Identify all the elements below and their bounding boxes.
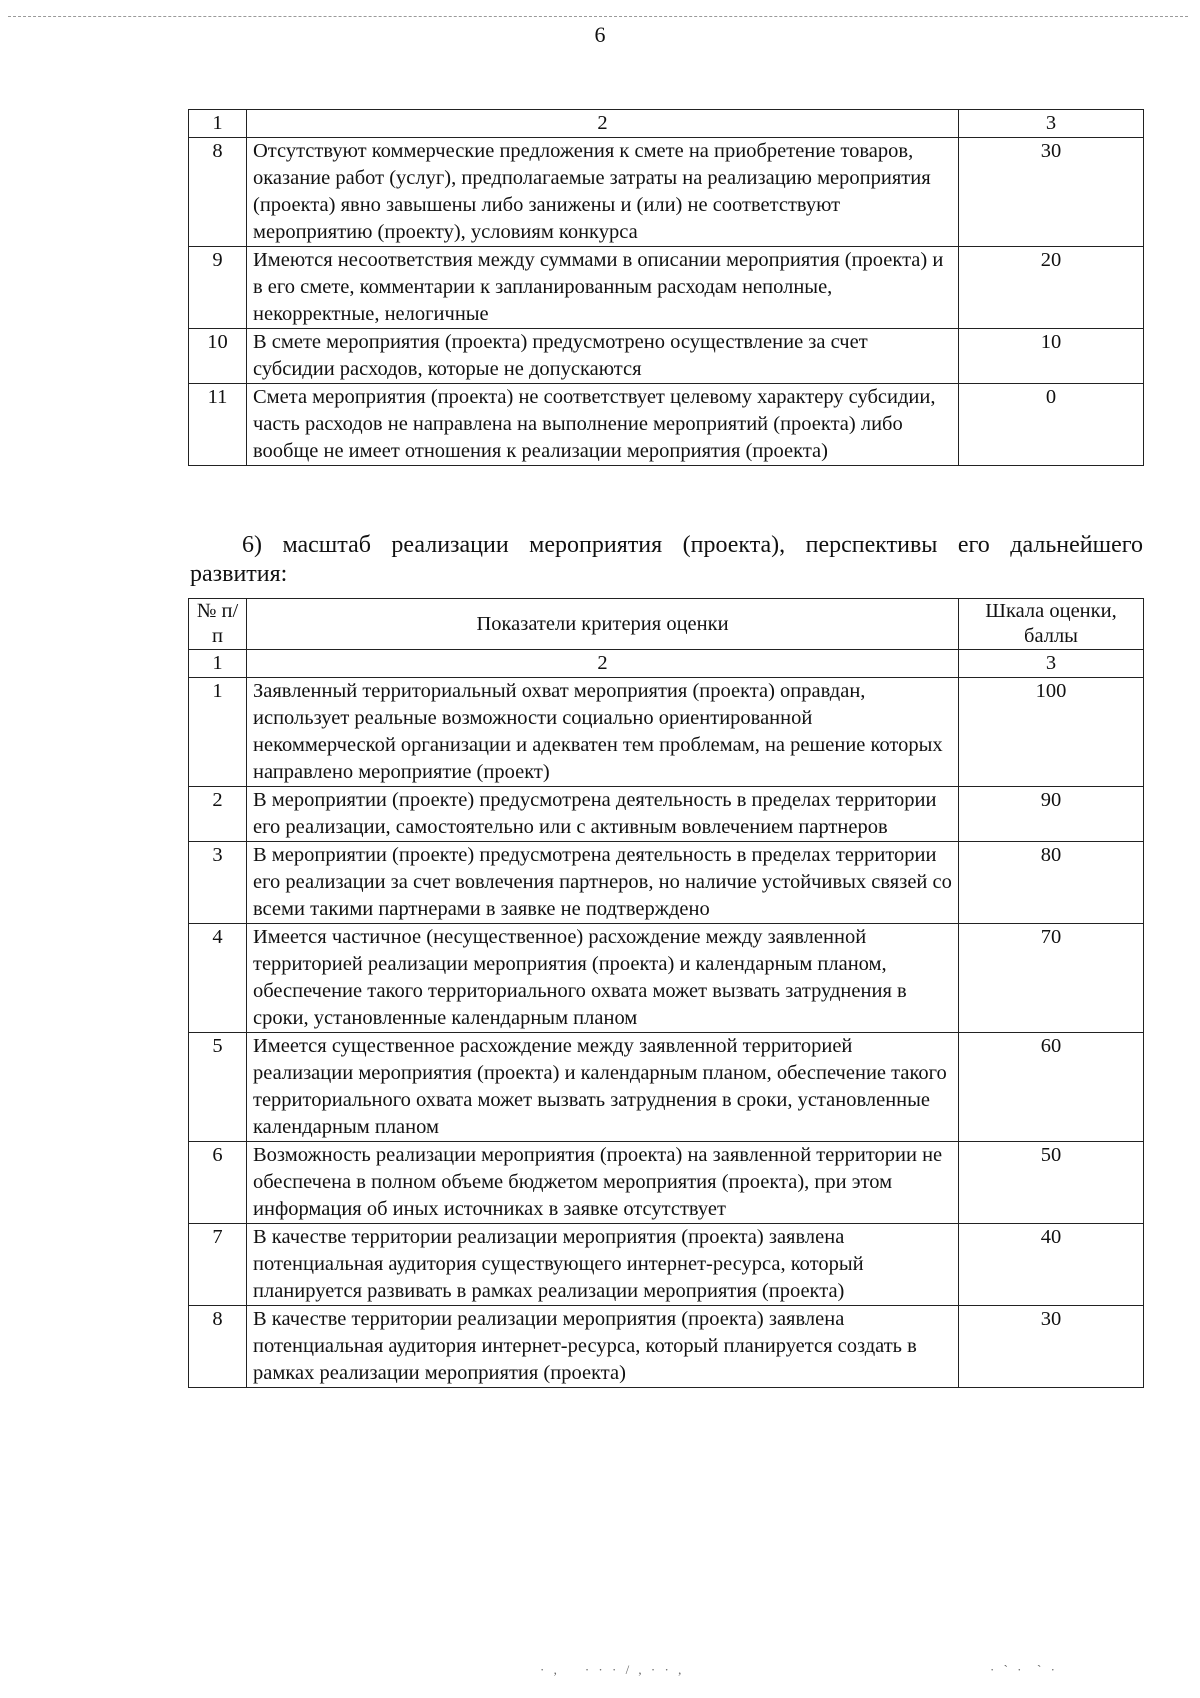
criterion-text-cell: Отсутствуют коммерческие предложения к смете на приобретение товаров, оказание работ (услуг), предполагаемые затраты на реализацию мероприятия (проекта) явно завышены либо занижены и (или) не соответствуют мероприятию (проекту), условиям конкурса bbox=[247, 138, 959, 247]
row-number-cell: 4 bbox=[189, 924, 247, 1033]
table-row bbox=[189, 384, 1144, 466]
criterion-text-cell: Заявленный территориальный охват мероприятия (проекта) оправдан, использует реальные возможности социально ориентированной некоммерческой организации и адекватен тем проблемам, на решение которых направлено мероприятие (проект) bbox=[247, 678, 959, 787]
score-cell: 50 bbox=[959, 1142, 1144, 1224]
row-number-cell: 9 bbox=[189, 247, 247, 329]
row-number-cell: 7 bbox=[189, 1224, 247, 1306]
score-cell: 30 bbox=[959, 1306, 1144, 1388]
table-row bbox=[189, 247, 1144, 329]
score-cell: 90 bbox=[959, 787, 1144, 842]
criterion-text-cell: Имеется частичное (несущественное) расхождение между заявленной территорией реализации мероприятия (проекта) и календарным планом, обеспечение такого территориального охвата может вызвать затруднения в сроки, установленные календарным планом bbox=[247, 924, 959, 1033]
table-row bbox=[189, 138, 1144, 247]
criterion-text-cell: В мероприятии (проекте) предусмотрена деятельность в пределах территории его реализации, самостоятельно или с активным вовлечением партнеров bbox=[247, 787, 959, 842]
scan-artifact-marks: · , · · · / , · · , bbox=[540, 1662, 685, 1677]
row-number-cell: 6 bbox=[189, 1142, 247, 1224]
criterion-text-cell: В качестве территории реализации мероприятия (проекта) заявлена потенциальная аудитория интернет-ресурса, который планируется создать в рамках реализации мероприятия (проекта) bbox=[247, 1306, 959, 1388]
score-cell: 70 bbox=[959, 924, 1144, 1033]
score-cell: 40 bbox=[959, 1224, 1144, 1306]
score-cell: 60 bbox=[959, 1033, 1144, 1142]
table-row bbox=[189, 1033, 1144, 1142]
score-cell: 80 bbox=[959, 842, 1144, 924]
table-row bbox=[189, 1224, 1144, 1306]
expense-criteria-table bbox=[188, 109, 1144, 466]
row-number-cell: 2 bbox=[189, 787, 247, 842]
criterion-text-cell: В смете мероприятия (проекта) предусмотрено осуществление за счет субсидии расходов, которые не допускаются bbox=[247, 329, 959, 384]
scan-artifact-marks: · ` · ` · bbox=[990, 1662, 1058, 1677]
section-heading: 6) масштаб реализации мероприятия (проекта), перспективы его дальнейшего развития: bbox=[190, 532, 1143, 587]
column-number-cell: 1 bbox=[189, 110, 247, 138]
criterion-text-cell: В качестве территории реализации мероприятия (проекта) заявлена потенциальная аудитория существующего интернет-ресурса, который планируется развивать в рамках реализации мероприятия (проекта) bbox=[247, 1224, 959, 1306]
criterion-text-cell: В мероприятии (проекте) предусмотрена деятельность в пределах территории его реализации за счет вовлечения партнеров, но наличие устойчивых связей со всеми такими партнерами в заявке не подтверждено bbox=[247, 842, 959, 924]
row-number-cell: 5 bbox=[189, 1033, 247, 1142]
table-row bbox=[189, 329, 1144, 384]
column-number-cell: 3 bbox=[959, 110, 1144, 138]
header-row bbox=[189, 599, 1144, 650]
column-number-row bbox=[189, 650, 1144, 678]
header-number-cell: № п/п bbox=[189, 599, 247, 650]
table-row bbox=[189, 1306, 1144, 1388]
row-number-cell: 11 bbox=[189, 384, 247, 466]
criterion-text-cell: Смета мероприятия (проекта) не соответствует целевому характеру субсидии, часть расходов не направлена на выполнение мероприятий (проекта) либо вообще не имеет отношения к реализации мероприятия (проекта) bbox=[247, 384, 959, 466]
table-row bbox=[189, 1142, 1144, 1224]
score-cell: 30 bbox=[959, 138, 1144, 247]
table-row bbox=[189, 924, 1144, 1033]
column-number-cell: 2 bbox=[247, 650, 959, 678]
column-number-cell: 3 bbox=[959, 650, 1144, 678]
column-number-row bbox=[189, 110, 1144, 138]
scan-edge-line bbox=[8, 16, 1188, 17]
criterion-text-cell: Имеются несоответствия между суммами в описании мероприятия (проекта) и в его смете, комментарии к запланированным расходам неполные, некорректные, нелогичные bbox=[247, 247, 959, 329]
row-number-cell: 3 bbox=[189, 842, 247, 924]
table-row bbox=[189, 842, 1144, 924]
criterion-text-cell: Имеется существенное расхождение между заявленной территорией реализации мероприятия (проекта) и календарным планом, обеспечение такого территориального охвата может вызвать затруднения в сроки, установленные календарным планом bbox=[247, 1033, 959, 1142]
criterion-text-cell: Возможность реализации мероприятия (проекта) на заявленной территории не обеспечена в полном объеме бюджетом мероприятия (проекта), при этом информация об иных источниках в заявке отсутствует bbox=[247, 1142, 959, 1224]
score-cell: 20 bbox=[959, 247, 1144, 329]
page-number: 6 bbox=[594, 22, 606, 47]
column-number-cell: 1 bbox=[189, 650, 247, 678]
header-criteria-cell: Показатели критерия оценки bbox=[247, 599, 959, 650]
row-number-cell: 8 bbox=[189, 1306, 247, 1388]
row-number-cell: 10 bbox=[189, 329, 247, 384]
row-number-cell: 8 bbox=[189, 138, 247, 247]
header-score-cell: Шкала оценки, баллы bbox=[959, 599, 1144, 650]
row-number-cell: 1 bbox=[189, 678, 247, 787]
table-row bbox=[189, 678, 1144, 787]
table-row bbox=[189, 787, 1144, 842]
score-cell: 10 bbox=[959, 329, 1144, 384]
score-cell: 100 bbox=[959, 678, 1144, 787]
scale-criteria-table bbox=[188, 598, 1144, 1388]
column-number-cell: 2 bbox=[247, 110, 959, 138]
score-cell: 0 bbox=[959, 384, 1144, 466]
